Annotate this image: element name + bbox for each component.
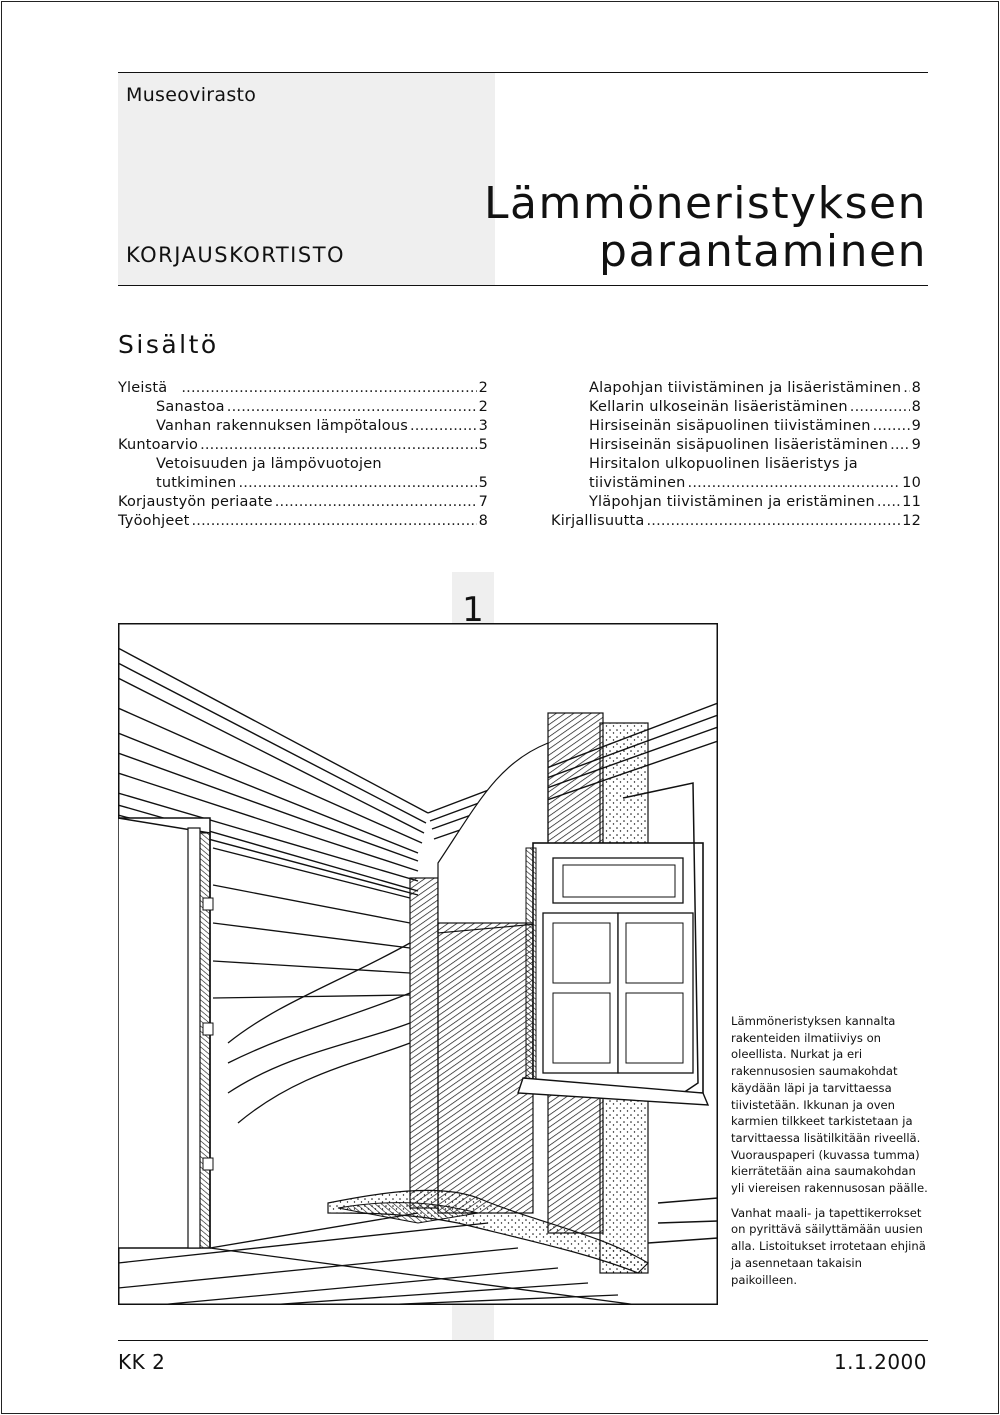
toc-entry: Vanhan rakennuksen lämpötalous ..... 3 xyxy=(118,417,488,436)
toc-entry: Kirjallisuutta ..... 12 xyxy=(551,512,921,531)
toc-entry: tiivistäminen ..... 10 xyxy=(551,474,921,493)
card-date: 1.1.2000 xyxy=(833,1350,927,1374)
publisher-name: Museovirasto xyxy=(126,84,257,106)
header-bottom-rule xyxy=(118,285,928,286)
page-title xyxy=(484,180,927,276)
toc-entry: Hirsiseinän sisäpuolinen lisäeristäminen ..... 9 xyxy=(551,436,921,455)
title-line-1: Lämmöneristyksen xyxy=(484,178,927,229)
toc-entry: Yleistä ..... 2 xyxy=(118,379,488,398)
figure-caption xyxy=(731,1013,931,1296)
toc-entry: Sanastoa ..... 2 xyxy=(118,398,488,417)
toc-left-column xyxy=(118,379,488,531)
toc-entry: Hirsiseinän sisäpuolinen tiivistäminen ..... 9 xyxy=(551,417,921,436)
header-top-rule xyxy=(118,72,928,73)
room-corner-illustration xyxy=(118,623,718,1305)
toc-entry: Yläpohjan tiivistäminen ja eristäminen ..... 11 xyxy=(551,493,921,512)
caption-paragraph-1: Lämmöneristyksen kannalta rakenteiden ilmatiiviys on oleellista. Nurkat ja eri rakennusosien saumakohdat käydään läpi ja tarvittaessa tiivistetään. Ikkunan ja oven karmien tilkkeet tarkistetaan ja tarvittaessa lisätilkitään riveellä. Vuorauspaperi (kuvassa tumma) kierrätetään aina saumakohdan yli viereisen rakennusosan päälle. xyxy=(731,1014,928,1196)
toc-entry: Alapohjan tiivistäminen ja lisäeristäminen ..... 8 xyxy=(551,379,921,398)
toc-entry: Korjaustyön periaate ..... 7 xyxy=(118,493,488,512)
toc-heading: Sisältö xyxy=(118,330,219,359)
series-name: KORJAUSKORTISTO xyxy=(126,243,346,267)
toc-entry: Kuntoarvio ..... 5 xyxy=(118,436,488,455)
toc-entry-wrapped: Hirsitalon ulkopuolinen lisäeristys ja xyxy=(589,456,858,472)
toc-entry-wrapped: Vetoisuuden ja lämpövuotojen xyxy=(156,456,382,472)
toc-entry: Kellarin ulkoseinän lisäeristäminen ..... 8 xyxy=(551,398,921,417)
toc-entry: tutkiminen ..... 5 xyxy=(118,474,488,493)
footer-rule xyxy=(118,1340,928,1341)
toc-entry: Työohjeet ..... 8 xyxy=(118,512,488,531)
caption-paragraph-2: Vanhat maali- ja tapettikerrokset on pyrittävä säilyttämään uusien alla. Listoitukset irrotetaan ehjinä ja asennetaan takaisin paikoilleen. xyxy=(731,1205,926,1287)
toc-right-column xyxy=(551,379,921,531)
door-frame xyxy=(118,818,213,1248)
figure-number: 1 xyxy=(462,590,484,630)
title-line-2: parantaminen xyxy=(599,226,927,277)
card-code: KK 2 xyxy=(118,1350,166,1374)
